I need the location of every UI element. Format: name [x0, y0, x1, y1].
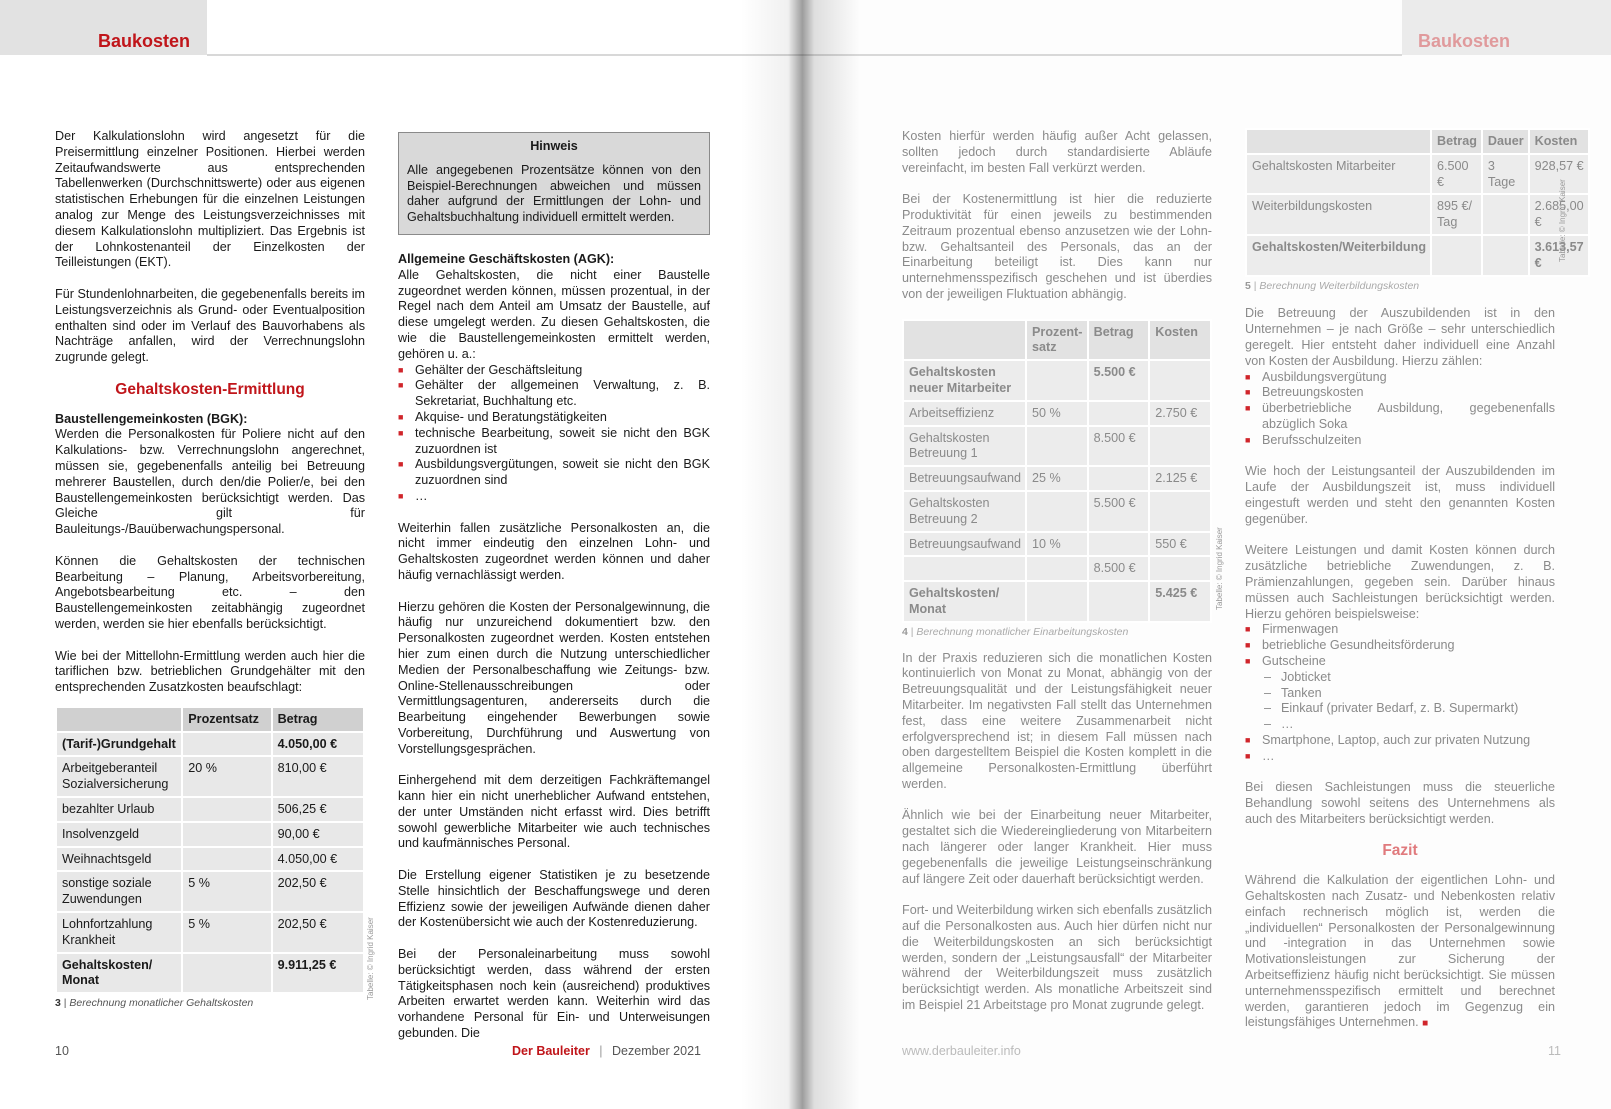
- paragraph: Die Erstellung eigener Statistiken je zu besetzende Stelle hinsichtlich der Beschaffungswege und deren Effizienz sowie der jeweiligen Aufwände dienen daher der Kostenübersicht wie auch der Kostenreduzierung.: [398, 868, 710, 930]
- table-cell: 8.500 €: [1088, 426, 1150, 467]
- hint-text: Alle angegebenen Prozentsätze können von den Beispiel-Berechnungen abweichen und müssen daher aufgrund der Ermittlungen der Lohn- und Gehaltsbuchhaltung individuell ermittelt werden.: [407, 162, 701, 225]
- table-cell: Weihnachtsgeld: [56, 847, 182, 872]
- table-cell: Lohnfortzahlung Krankheit: [56, 912, 182, 953]
- table-cell: 5.425 €: [1149, 581, 1211, 622]
- header-rule: [207, 54, 790, 56]
- table-total-row: [56, 953, 364, 994]
- footer-separator: |: [599, 1044, 603, 1058]
- paragraph: Hierzu gehören die Kosten der Personalgewinnung, die häufig nur unzureichend dokumentiert bzw. den Personalkosten zugeordnet werden. Kosten entstehen hier zum einen durch die Nutzung unterschiedlicher Medien der Personalbeschaffung wie Zeitungs- bzw. Online-Stellenausschreibungen oder Vermittlungsagenturen, andererseits durch die Bearbeitung eingehender Bewerbungen sowie Vorbereitung, Durchführung und Auswertung von Vorstellungsgesprächen.: [398, 599, 710, 756]
- table-header-row: [903, 320, 1211, 361]
- agk-list: [398, 363, 710, 505]
- list-item: – Einkauf (privater Bedarf, z. B. Supermarkt): [1264, 701, 1555, 717]
- table-caption: 4 | Berechnung monatlicher Einarbeitungskosten: [902, 625, 1129, 638]
- list-item: ■ technische Bearbeitung, soweit sie nicht den BGK zuzuordnen ist: [398, 426, 710, 458]
- table-header-cell: [903, 320, 1026, 361]
- paragraph-text: Während die Kalkulation der eigentlichen Lohn- und Gehaltskosten nach Zusatz- und Nebenkosten relativ einfach rechnerisch möglich ist, werden die „individuellen“ Personalkosten der Personalgewinnung und -integration in das Unternehmen sowie Motivationsleistungen zur Sicherung der Arbeitseffizienz häufig nicht berücksichtigt. Sie müssen unternehmensspezifisch ermittelt und berechnet werden, garantieren jedoch im Gegenzug ein leistungsfähiges Unternehmen.: [1245, 873, 1555, 1030]
- table-cell: 2.685,00 €: [1529, 194, 1589, 235]
- table-total-row: [1246, 235, 1589, 276]
- paragraph: Ähnlich wie bei der Einarbeitung neuer Mitarbeiter, gestaltet sich die Wiedereingliederung von Mitarbeitern nach längerer oder langer Krankheit. Hier muss gegebenenfalls die jeweilige Leistungseinschränkung auf längere Zeit oder dauerhaft berücksichtigt werden.: [902, 808, 1212, 886]
- table-header-cell: Prozent- satz: [1026, 320, 1088, 361]
- image-credit: Tabelle: © Ingrid Kaiser: [366, 917, 375, 1000]
- table-cell: 3 Tage: [1482, 154, 1529, 195]
- table-row: [903, 491, 1211, 532]
- table-row: [56, 871, 364, 912]
- voucher-sublist: [1245, 670, 1555, 733]
- paragraph: Wie hoch der Leistungsanteil der Auszubildenden im Laufe der Ausbildungszeit ist, muss individuell eingestuft werden und steht den genannten Kosten gegenüber.: [1245, 464, 1555, 526]
- table-cell: [1088, 532, 1150, 557]
- paragraph: Für Stundenlohnarbeiten, die gegebenenfalls bereits im Leistungsverzeichnis als Grund- oder Eventualposition enthalten sind oder im Verlauf des Bauvorhabens als Nachträge anfallen, wird der Verrechnungslohn zugrunde gelegt.: [55, 286, 365, 365]
- table-cell: Gehaltskosten neuer Mitarbeiter: [903, 360, 1026, 401]
- left-column-2: [398, 132, 710, 1058]
- paragraph: Alle Gehaltskosten, die nicht einer Baustelle zugeordnet werden können, müssen prozentual, in der Regel nach dem Anteil am Umsatz der Baustelle, auf diese umgelegt werden. Zu diesen Gehaltskosten, die wie die Baustellengemeinkosten ermittelt werden, gehören u. a.:: [398, 267, 710, 361]
- table-cell: [1088, 401, 1150, 426]
- table-cell: 2.125 €: [1149, 466, 1211, 491]
- list-item: ■ …: [1245, 749, 1555, 765]
- table-cell: [1088, 581, 1150, 622]
- list-item: ■ Betreuungskosten: [1245, 385, 1555, 401]
- table-row: [903, 556, 1211, 581]
- table-cell: sonstige soziale Zuwendungen: [56, 871, 182, 912]
- table-row: [903, 466, 1211, 491]
- table-cell: 202,50 €: [272, 871, 364, 912]
- salary-table: [55, 706, 365, 994]
- paragraph: Werden die Personalkosten für Poliere nicht auf den Kalkulations- bzw. Verrechnungslohn angerechnet, müssen sie, gegebenenfalls anteilig bei Betreuung mehrerer Baustellen, durch den/die Polier/e, bei den Baustellengemeinkosten berücksichtigt werden. Das Gleiche gilt für Bauleitungs-/Bauüberwachungspersonal.: [55, 427, 365, 537]
- table-cell: Weiterbildungskosten: [1246, 194, 1431, 235]
- table-header-row: [1246, 129, 1589, 154]
- table-row: [903, 401, 1211, 426]
- table-cell: [1149, 556, 1211, 581]
- training-list: [1245, 370, 1555, 449]
- right-column-1: [902, 129, 1212, 1030]
- table-cell: 5 %: [182, 871, 271, 912]
- footer-issue: [512, 1044, 701, 1058]
- table-cell: Gehaltskosten/ Monat: [56, 953, 182, 994]
- table-cell: 4.050,00 €: [272, 847, 364, 872]
- section-title: Baukosten: [1418, 31, 1511, 51]
- caption-number: 5: [1245, 279, 1251, 292]
- table-row: [56, 912, 364, 953]
- benefits-list-cont: [1245, 733, 1555, 765]
- caption-number: 4: [902, 625, 908, 638]
- table-cell: [1026, 426, 1088, 467]
- subheading: Baustellengemeinkosten (BGK):: [55, 411, 248, 426]
- table-cell: 2.750 €: [1149, 401, 1211, 426]
- table-cell: Arbeitseffizienz: [903, 401, 1026, 426]
- table-cell: 895 €/ Tag: [1431, 194, 1482, 235]
- table-cell: Betreuungsaufwand: [903, 532, 1026, 557]
- caption-text: Berechnung monatlicher Einarbeitungskosten: [916, 625, 1129, 638]
- table-cell: [1088, 466, 1150, 491]
- table-row: [56, 732, 364, 757]
- list-item: – …: [1264, 717, 1555, 733]
- table-header-cell: [1246, 129, 1431, 154]
- header-rule: [790, 54, 1402, 56]
- paragraph: Bei der Kostenermittlung ist hier die reduzierte Produktivität für einen jeweils zu bestimmenden Zeitraum prozentual ebenso anzusetzen wie der Lohn- bzw. Gehaltsanteil des Personals, das an der Einarbeitung beteiligt ist. Dies kann nur unternehmensspezifisch geschehen und ist überdies von der jeweiligen Fluktuation abhängig.: [902, 192, 1212, 301]
- table-cell: (Tarif-)Grundgehalt: [56, 732, 182, 757]
- left-page: [0, 0, 790, 1109]
- list-item: – Jobticket: [1264, 670, 1555, 686]
- magazine-name: Der Bauleiter: [512, 1044, 590, 1058]
- table-cell: [1026, 556, 1088, 581]
- list-item: ■ Berufsschulzeiten: [1245, 433, 1555, 449]
- table-header-cell: Kosten: [1529, 129, 1589, 154]
- table-cell: 550 €: [1149, 532, 1211, 557]
- table-cell: 202,50 €: [272, 912, 364, 953]
- table-header-cell: Betrag: [272, 707, 364, 732]
- list-item: ■ Akquise- und Beratungstätigkeiten: [398, 410, 710, 426]
- benefits-list: [1245, 622, 1555, 669]
- caption-text: Berechnung Weiterbildungskosten: [1259, 279, 1420, 292]
- footer-url: www.derbauleiter.info: [902, 1044, 1021, 1058]
- paragraph: Fort- und Weiterbildung wirken sich ebenfalls zusätzlich auf die Personalkosten aus. Auch hier dürfen nicht nur die Weiterbildungskosten an sich berücksichtigt werden, sondern der „Leistungsausfall“ der Mitarbeiter während der Weiterbildungszeit muss zusätzlich berücksichtigt werden. Als monatliche Arbeitszeit sind im Beispiel 21 Arbeitstage pro Monat zugrunde gelegt.: [902, 903, 1212, 1013]
- table-header-cell: Kosten: [1149, 320, 1211, 361]
- table-cell: Gehaltskosten Mitarbeiter: [1246, 154, 1431, 195]
- section-title: Baukosten: [98, 31, 191, 51]
- table-cell: [1026, 581, 1088, 622]
- table-cell: [182, 953, 271, 994]
- table-cell: Gehaltskosten Betreuung 1: [903, 426, 1026, 467]
- end-mark-icon: ■: [1422, 1018, 1429, 1030]
- paragraph: Einhergehend mit dem derzeitigen Fachkräftemangel kann hier ein nicht unerheblicher Aufwand entstehen, der unter Umständen nicht erfasst wird. Dies betrifft sowohl gewerbliche Mitarbeiter wie auch technisches und kaufmännisches Personal.: [398, 773, 710, 851]
- list-item: ■ Gehälter der Geschäftsleitung: [398, 363, 710, 379]
- subheading: Allgemeine Geschäftskosten (AGK):: [398, 251, 615, 266]
- table-cell: Gehaltskosten/ Monat: [903, 581, 1026, 622]
- table-cell: bezahlter Urlaub: [56, 797, 182, 822]
- table-cell: 5.500 €: [1088, 360, 1150, 401]
- list-item: ■ Firmenwagen: [1245, 622, 1555, 638]
- table-row: [903, 426, 1211, 467]
- paragraph: Wie bei der Mittellohn-Ermittlung werden auch hier die tariflichen bzw. betrieblichen Grundgehälter mit den entsprechenden Zusatzkosten beaufschlagt:: [55, 648, 365, 695]
- table-cell: [182, 847, 271, 872]
- image-credit: Tabelle: © Ingrid Kaiser: [1558, 179, 1567, 262]
- table-cell: [1149, 491, 1211, 532]
- table-cell: [182, 797, 271, 822]
- table-caption: 5 | Berechnung Weiterbildungskosten: [1245, 279, 1420, 292]
- table-cell: 20 %: [182, 756, 271, 797]
- caption-text: Berechnung monatlicher Gehaltskosten: [69, 997, 254, 1010]
- list-item: ■ Smartphone, Laptop, auch zur privaten Nutzung: [1245, 733, 1555, 749]
- table-cell: [1026, 360, 1088, 401]
- section-heading: Fazit: [1382, 842, 1418, 860]
- right-page: [790, 0, 1611, 1109]
- table-cell: 6.500 €: [1431, 154, 1482, 195]
- page-number: 11: [1548, 1044, 1561, 1058]
- table-header-cell: [56, 707, 182, 732]
- section-heading: Gehaltskosten-Ermittlung: [115, 380, 305, 398]
- table-cell: 8.500 €: [1088, 556, 1150, 581]
- paragraph: Bei diesen Sachleistungen muss die steuerliche Behandlung sowohl seitens des Unternehmens als auch des Mitarbeiters berücksichtigt werden.: [1245, 780, 1555, 826]
- list-item: ■ Ausbildungsvergütungen, soweit sie nicht den BGK zuzuordnen sind: [398, 457, 710, 489]
- list-item: ■ Gehälter der allgemeinen Verwaltung, z. B. Sekretariat, Buchhaltung etc.: [398, 378, 710, 410]
- image-credit: Tabelle: © Ingrid Kaiser: [1215, 527, 1224, 610]
- paragraph: Weitere Leistungen und damit Kosten können durch zusätzliche betriebliche Zuwendungen, z. B. Prämienzahlungen, gegeben sein. Darüber hinaus müssen auch Sachleistungen berücksichtigt werden. Hierzu gehören beispielsweise:: [1245, 543, 1555, 621]
- list-item: ■ Gutscheine: [1245, 654, 1555, 670]
- page-number: 10: [55, 1044, 69, 1058]
- table-cell: [182, 822, 271, 847]
- issue-date: Dezember 2021: [612, 1044, 701, 1058]
- table-cell: Gehaltskosten/Weiterbildung: [1246, 235, 1431, 276]
- list-item: – Tanken: [1264, 686, 1555, 702]
- hint-title: Hinweis: [530, 139, 578, 153]
- table-cell: 5.500 €: [1088, 491, 1150, 532]
- table-cell: 4.050,00 €: [272, 732, 364, 757]
- paragraph: Können die Gehaltskosten der technischen Bearbeitung – Planung, Arbeitsvorbereitung, Angebotsbearbeitung etc. – den Baustellengemeinkosten zeitabhängig zugeordnet werden, werden sie hier ebenfalls berücksichtigt.: [55, 553, 365, 631]
- table-row: [56, 797, 364, 822]
- table-row: [56, 756, 364, 797]
- table-cell: Arbeitgeberanteil Sozialversicherung: [56, 756, 182, 797]
- table-cell: [1482, 194, 1529, 235]
- table-row: [1246, 194, 1589, 235]
- table-cell: Insolvenzgeld: [56, 822, 182, 847]
- paragraph: Bei der Personaleinarbeitung muss sowohl berücksichtigt werden, dass während der ersten Tätigkeitsphasen noch kein (ausreichend) produktives Arbeiten erwartet werden kann. Weiterhin wird das vorhandene Personal für Ein- und Unterweisungen gebunden. Die: [398, 947, 710, 1041]
- paragraph: Kosten hierfür werden häufig außer Acht gelassen, sollten jedoch durch standardisierte Abläufe vereinfacht, im besten Fall verkürzt werden.: [902, 129, 1212, 175]
- table-cell: 928,57 €: [1529, 154, 1589, 195]
- list-item: ■ überbetriebliche Ausbildung, gegebenenfalls abzüglich Soka: [1245, 401, 1555, 433]
- left-column-1: [55, 129, 365, 1012]
- table-cell: Gehaltskosten Betreuung 2: [903, 491, 1026, 532]
- table-cell: 50 %: [1026, 401, 1088, 426]
- table-header-cell: Betrag: [1431, 129, 1482, 154]
- table-cell: [1431, 235, 1482, 276]
- table-row: [56, 822, 364, 847]
- table-cell: 5 %: [182, 912, 271, 953]
- table-cell: [903, 556, 1026, 581]
- table-header-cell: Betrag: [1088, 320, 1150, 361]
- list-item: ■ Ausbildungsvergütung: [1245, 370, 1555, 386]
- table-header-cell: Prozentsatz: [182, 707, 271, 732]
- list-item: ■ …: [398, 489, 710, 505]
- onboarding-table: [902, 319, 1212, 623]
- paragraph: [1245, 873, 1555, 1032]
- table-cell: [1026, 491, 1088, 532]
- caption-number: 3: [55, 997, 61, 1010]
- table-cell: [182, 732, 271, 757]
- table-cell: [1482, 235, 1529, 276]
- table-cell: 506,25 €: [272, 797, 364, 822]
- table-cell: Betreuungsaufwand: [903, 466, 1026, 491]
- list-item: ■ betriebliche Gesundheitsförderung: [1245, 638, 1555, 654]
- training-table: [1245, 128, 1590, 277]
- table-caption: 3 | Berechnung monatlicher Gehaltskosten: [55, 997, 254, 1010]
- table-cell: 9.911,25 €: [272, 953, 364, 994]
- table-cell: [1149, 426, 1211, 467]
- table-row: [903, 360, 1211, 401]
- table-total-row: [903, 581, 1211, 622]
- table-cell: 10 %: [1026, 532, 1088, 557]
- paragraph: Weiterhin fallen zusätzliche Personalkosten an, die nicht immer eindeutig den einzelnen Lohn- und Gehaltskosten zugeordnet werden können und daher häufig vernachlässigt werden.: [398, 520, 710, 582]
- paragraph: In der Praxis reduzieren sich die monatlichen Kosten kontinuierlich von Monat zu Monat, abhängig von der Betreuungsqualität und der Leistungsfähigkeit neuer Mitarbeiter. Im negativsten Fall stellt das Unternehmen fest, dass eine weitere Zusammenarbeit nicht erfolgversprechend ist; in diesem Fall müssen nach oben dargestelltem Beispiel die Kosten komplett in die allgemeine Personalkosten-Ermittlung überführt werden.: [902, 650, 1212, 791]
- paragraph: Die Betreuung der Auszubildenden ist in den Unternehmen – je nach Größe – sehr unterschiedlich geregelt. Hier entsteht daher individuell eine Anzahl von Kosten der Ausbildung. Hierzu zählen:: [1245, 306, 1555, 368]
- table-row: [1246, 154, 1589, 195]
- paragraph: Der Kalkulationslohn wird angesetzt für die Preisermittlung einzelner Positionen. Hierbei werden Zeitaufwandswerte aus entsprechenden Tabellenwerken (Durchschnittswerte) oder aus eigenen statistischen Erhebungen für die einzelnen Leistungen analog zur Menge des Leistungsverzeichnisses mit diesem Kalkulationslohn multipliziert. Das Ergebnis ist der Lohnkostenanteil der Einzelkosten der Teilleistungen (EKT).: [55, 129, 365, 270]
- hint-box: [398, 132, 710, 235]
- table-header-row: [56, 707, 364, 732]
- table-cell: [1149, 360, 1211, 401]
- table-cell: 3.613,57 €: [1529, 235, 1589, 276]
- table-row: [56, 847, 364, 872]
- table-header-cell: Dauer: [1482, 129, 1529, 154]
- table-row: [903, 532, 1211, 557]
- table-cell: 90,00 €: [272, 822, 364, 847]
- table-cell: 810,00 €: [272, 756, 364, 797]
- table-cell: 25 %: [1026, 466, 1088, 491]
